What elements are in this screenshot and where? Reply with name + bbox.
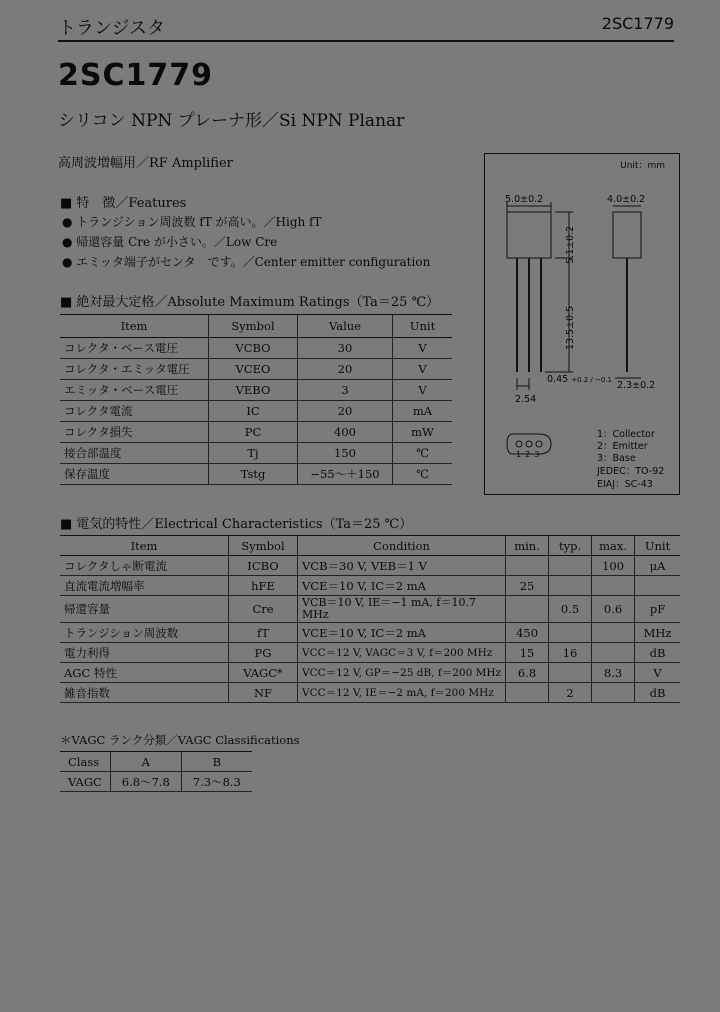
classif-title: ＊VAGC ランク分類／VAGC Classifications xyxy=(60,733,300,747)
cell xyxy=(549,663,592,683)
cell xyxy=(592,683,635,703)
table-row xyxy=(60,380,452,401)
table-row xyxy=(60,443,452,464)
cell xyxy=(549,623,592,643)
header-rule xyxy=(58,40,674,42)
table-row xyxy=(60,683,680,703)
pin-1 xyxy=(516,441,522,447)
dim-body-height: 5.1±0.2 xyxy=(565,225,576,264)
header-part-number: 2SC1779 xyxy=(601,14,674,33)
header-category: トランジスタ xyxy=(58,18,166,39)
cell: V xyxy=(393,380,453,401)
col-header: typ. xyxy=(549,536,592,556)
cell: ℃ xyxy=(393,443,453,464)
pin-number: 1 xyxy=(516,450,526,459)
table-row xyxy=(60,596,680,623)
cell: NF xyxy=(229,683,298,703)
cell xyxy=(592,623,635,643)
cell: MHz xyxy=(635,623,680,643)
cell: Cre xyxy=(229,596,298,623)
cell: 接合部温度 xyxy=(60,443,209,464)
cell: hFE xyxy=(229,576,298,596)
cell: V xyxy=(393,359,453,380)
cell: B xyxy=(181,752,252,772)
feature-item: ● トランジション周波数 fT が高い。／High fT xyxy=(62,215,322,229)
abs-max-title: ■ 絶対最大定格／Absolute Maximum Ratings（Ta＝25 ℃） xyxy=(60,295,440,310)
cell: mA xyxy=(393,401,453,422)
pin-legend: 2：Emitter xyxy=(597,441,648,452)
part-number-title: 2SC1779 xyxy=(58,58,213,93)
cell: 2 xyxy=(549,683,592,703)
cell: 25 xyxy=(506,576,549,596)
package-outline-box xyxy=(484,153,680,495)
cell: コレクタ・ベース電圧 xyxy=(60,338,209,359)
package-drawing xyxy=(485,154,679,494)
cell xyxy=(506,556,549,576)
cell: fT xyxy=(229,623,298,643)
cell: 雑音指数 xyxy=(60,683,229,703)
cell: 電力利得 xyxy=(60,643,229,663)
application-line: 高周波増幅用／RF Amplifier xyxy=(58,156,233,171)
jedec-code: JEDEC：TO-92 xyxy=(597,466,665,477)
table-row xyxy=(60,422,452,443)
feature-item: ● エミッタ端子がセンタ です。／Center emitter configuration xyxy=(62,255,431,269)
dim-lead-width: 0.45 xyxy=(547,374,569,385)
cell: VCB＝30 V, VEB＝1 V xyxy=(298,556,506,576)
cell: VCB＝10 V, IE＝−1 mA, f＝10.7 MHz xyxy=(298,596,506,623)
pin-legend: 3：Base xyxy=(597,453,636,464)
table-row xyxy=(60,338,452,359)
cell: VCE＝10 V, IC＝2 mA xyxy=(298,576,506,596)
cell xyxy=(592,576,635,596)
cell: 15 xyxy=(506,643,549,663)
cell: VCC＝12 V, IE＝−2 mA, f＝200 MHz xyxy=(298,683,506,703)
col-header: Item xyxy=(60,536,229,556)
cell: コレクタ損失 xyxy=(60,422,209,443)
cell: 30 xyxy=(298,338,393,359)
cell: コレクタしゃ断電流 xyxy=(60,556,229,576)
col-header: Unit xyxy=(635,536,680,556)
col-header: Symbol xyxy=(229,536,298,556)
cell: VCEO xyxy=(209,359,298,380)
dim-depth: 4.0±0.2 xyxy=(607,194,646,205)
cell xyxy=(635,576,680,596)
cell: VCC＝12 V, VAGC＝3 V, f＝200 MHz xyxy=(298,643,506,663)
cell: 100 xyxy=(592,556,635,576)
cell: PC xyxy=(209,422,298,443)
cell xyxy=(506,596,549,623)
abs-max-table xyxy=(60,314,452,485)
cell: 0.6 xyxy=(592,596,635,623)
cell: 7.3～8.3 xyxy=(181,772,252,792)
cell: VCBO xyxy=(209,338,298,359)
table-row xyxy=(60,623,680,643)
cell: μA xyxy=(635,556,680,576)
table-row xyxy=(60,401,452,422)
cell: IC xyxy=(209,401,298,422)
cell xyxy=(592,643,635,663)
dim-lead-length: 13.5±0.5 xyxy=(565,305,576,350)
cell: 6.8 xyxy=(506,663,549,683)
cell: dB xyxy=(635,643,680,663)
cell: V xyxy=(393,338,453,359)
cell: 8.3 xyxy=(592,663,635,683)
cell: 3 xyxy=(298,380,393,401)
col-header: Symbol xyxy=(209,315,298,338)
pin-number-group xyxy=(516,450,543,459)
cell: Tj xyxy=(209,443,298,464)
col-header: Item xyxy=(60,315,209,338)
cell: ℃ xyxy=(393,464,453,485)
col-header: Condition xyxy=(298,536,506,556)
cell: Tstg xyxy=(209,464,298,485)
table-row xyxy=(60,576,680,596)
classif-table xyxy=(60,751,252,792)
col-header: Unit xyxy=(393,315,453,338)
cell: VAGC xyxy=(60,772,110,792)
pin-number: 2 xyxy=(525,450,535,459)
cell: 16 xyxy=(549,643,592,663)
cell: 保存温度 xyxy=(60,464,209,485)
cell: 20 xyxy=(298,359,393,380)
pin-3 xyxy=(536,441,542,447)
pin-number: 3 xyxy=(534,450,544,459)
cell: トランジション周波数 xyxy=(60,623,229,643)
cell xyxy=(506,683,549,703)
cell: 400 xyxy=(298,422,393,443)
cell: AGC 特性 xyxy=(60,663,229,683)
elec-title: ■ 電気的特性／Electrical Characteristics（Ta＝25 ℃） xyxy=(60,517,413,532)
cell: 150 xyxy=(298,443,393,464)
dim-pitch: 2.54 xyxy=(515,394,537,405)
col-header: Value xyxy=(298,315,393,338)
features-title: ■ 特 徴／Features xyxy=(60,196,187,211)
cell: 450 xyxy=(506,623,549,643)
col-header: min. xyxy=(506,536,549,556)
cell: VEBO xyxy=(209,380,298,401)
dim-side: 2.3±0.2 xyxy=(617,380,656,391)
cell: PG xyxy=(229,643,298,663)
cell: 6.8～7.8 xyxy=(110,772,181,792)
dim-lead-width-tol: +0.2 / −0.1 xyxy=(571,376,612,384)
cell: コレクタ電流 xyxy=(60,401,209,422)
cell: V xyxy=(635,663,680,683)
cell: Class xyxy=(60,752,110,772)
cell xyxy=(549,556,592,576)
cell: VCC＝12 V, GP＝−25 dB, f＝200 MHz xyxy=(298,663,506,683)
to92-front-body xyxy=(507,212,551,258)
cell: 20 xyxy=(298,401,393,422)
table-row xyxy=(60,359,452,380)
dim-lead-width-group xyxy=(547,374,612,385)
to92-side-body xyxy=(613,212,641,258)
cell: 0.5 xyxy=(549,596,592,623)
cell: 直流電流増幅率 xyxy=(60,576,229,596)
col-header: max. xyxy=(592,536,635,556)
cell: dB xyxy=(635,683,680,703)
table-row xyxy=(60,772,252,792)
cell: エミッタ・ベース電圧 xyxy=(60,380,209,401)
cell: −55～＋150 xyxy=(298,464,393,485)
cell: 帰還容量 xyxy=(60,596,229,623)
cell: mW xyxy=(393,422,453,443)
feature-item: ● 帰還容量 Cre が小さい。／Low Cre xyxy=(62,235,278,249)
cell: VAGC* xyxy=(229,663,298,683)
cell: A xyxy=(110,752,181,772)
device-subtitle: シリコン NPN プレーナ形／Si NPN Planar xyxy=(58,111,405,131)
table-row xyxy=(60,464,452,485)
table-row xyxy=(60,556,680,576)
pin-2 xyxy=(526,441,532,447)
table-row xyxy=(60,663,680,683)
pin-legend: 1：Collector xyxy=(597,429,655,440)
elec-table xyxy=(60,535,680,703)
cell xyxy=(549,576,592,596)
cell: VCE＝10 V, IC＝2 mA xyxy=(298,623,506,643)
cell: pF xyxy=(635,596,680,623)
eiaj-code: EIAJ：SC-43 xyxy=(597,479,653,490)
dim-width: 5.0±0.2 xyxy=(505,194,544,205)
package-unit: Unit：mm xyxy=(620,161,665,171)
cell: ICBO xyxy=(229,556,298,576)
table-row xyxy=(60,643,680,663)
table-row xyxy=(60,752,252,772)
cell: コレクタ・エミッタ電圧 xyxy=(60,359,209,380)
